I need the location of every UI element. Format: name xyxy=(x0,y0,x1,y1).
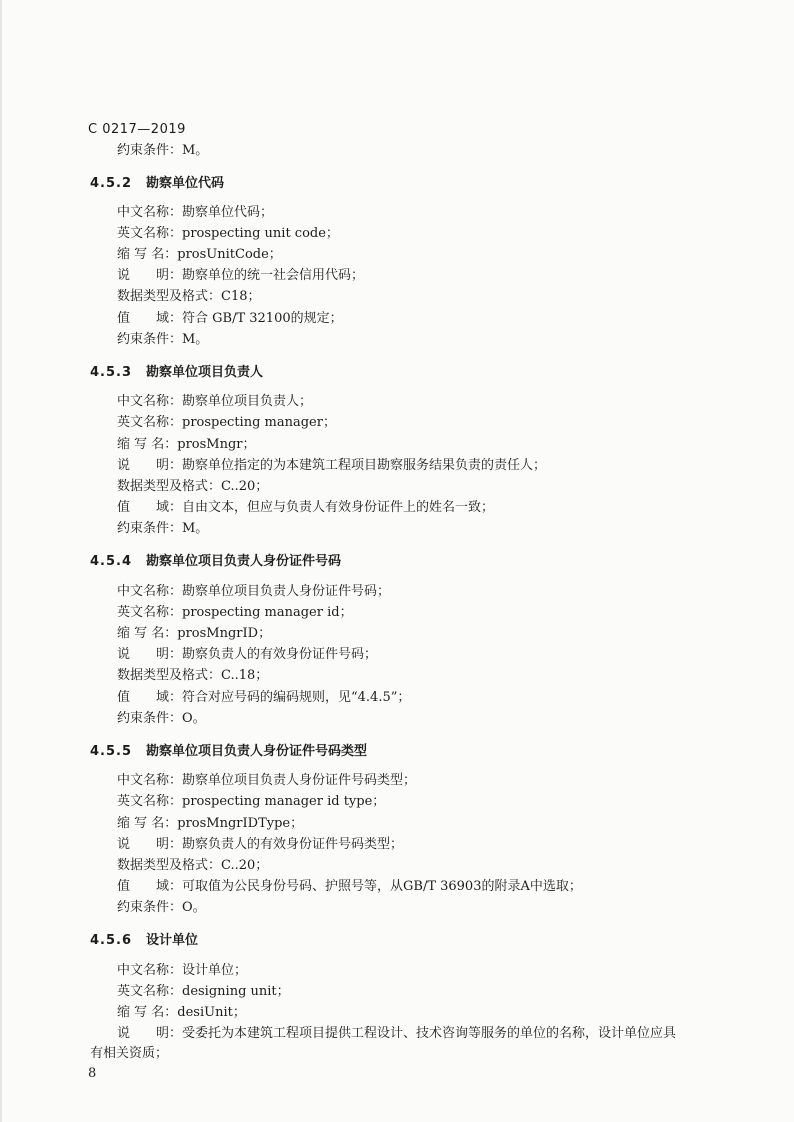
scan-edge-line xyxy=(0,0,2,1122)
field-line: 数据类型及格式：C..20； xyxy=(117,479,269,494)
section-number: 4.5.4 xyxy=(90,554,133,569)
section-title: 勘察单位项目负责人身份证件号码 xyxy=(146,554,342,569)
section-number: 4.5.2 xyxy=(90,176,133,191)
field-line: 中文名称：勘察单位项目负责人身份证件号码类型； xyxy=(117,773,417,788)
field-line: 缩 写 名：prosUnitCode； xyxy=(117,247,282,262)
field-line: 中文名称：设计单位； xyxy=(117,963,248,978)
field-line: 中文名称：勘察单位项目负责人身份证件号码； xyxy=(117,584,391,599)
intro-constraint: 约束条件：M。 xyxy=(117,143,209,158)
field-line: 约束条件：O。 xyxy=(117,900,206,915)
page-number: 8 xyxy=(88,1066,97,1081)
section-number: 4.5.3 xyxy=(90,365,133,380)
section-title: 勘察单位代码 xyxy=(146,176,225,191)
section-heading-4-5-3 xyxy=(90,364,263,382)
field-line: 英文名称：prospecting manager id； xyxy=(117,605,353,620)
field-line: 英文名称：prospecting unit code； xyxy=(117,226,339,241)
field-line: 值 域：可取值为公民身份号码、护照号等，从GB/T 36903的附录A中选取； xyxy=(117,879,582,894)
field-line: 缩 写 名：prosMngr； xyxy=(117,437,256,452)
field-line: 约束条件：M。 xyxy=(117,521,209,536)
field-line: 值 域：符合对应号码的编码规则，见“4.4.5”； xyxy=(117,690,411,705)
field-line: 约束条件：O。 xyxy=(117,711,206,726)
field-line: 缩 写 名：prosMngrID； xyxy=(117,626,272,641)
field-line: 说 明：勘察单位的统一社会信用代码； xyxy=(117,268,365,283)
field-line-continuation: 有相关资质； xyxy=(90,1046,169,1061)
field-line: 值 域：自由文本，但应与负责人有效身份证件上的姓名一致； xyxy=(117,500,495,515)
field-line: 英文名称：prospecting manager； xyxy=(117,415,336,430)
field-line: 中文名称：勘察单位代码； xyxy=(117,205,274,220)
field-line: 说 明：受委托为本建筑工程项目提供工程设计、技术咨询等服务的单位的名称，设计单位应具 xyxy=(117,1026,677,1041)
section-heading-4-5-2 xyxy=(90,175,224,193)
field-line: 数据类型及格式：C..18； xyxy=(117,668,269,683)
field-line: 缩 写 名：desiUnit； xyxy=(117,1005,246,1020)
document-header: C 0217—2019 xyxy=(88,122,186,137)
field-line: 缩 写 名：prosMngrIDType； xyxy=(117,816,304,831)
field-line: 说 明：勘察负责人的有效身份证件号码类型； xyxy=(117,837,404,852)
field-line: 数据类型及格式：C..20； xyxy=(117,858,269,873)
field-line: 英文名称：prospecting manager id type； xyxy=(117,794,386,809)
section-heading-4-5-4 xyxy=(90,553,341,571)
field-line: 英文名称：designing unit； xyxy=(117,984,290,999)
section-heading-4-5-6 xyxy=(90,932,198,950)
field-line: 说 明：勘察负责人的有效身份证件号码； xyxy=(117,647,378,662)
section-title: 设计单位 xyxy=(146,933,199,948)
field-line: 约束条件：M。 xyxy=(117,332,209,347)
field-line: 中文名称：勘察单位项目负责人； xyxy=(117,394,313,409)
field-line: 数据类型及格式：C18； xyxy=(117,289,261,304)
section-number: 4.5.6 xyxy=(90,933,133,948)
section-heading-4-5-5 xyxy=(90,743,367,761)
field-line: 值 域：符合 GB/T 32100的规定； xyxy=(117,311,343,326)
section-title: 勘察单位项目负责人身份证件号码类型 xyxy=(146,744,368,759)
section-number: 4.5.5 xyxy=(90,744,133,759)
section-title: 勘察单位项目负责人 xyxy=(146,365,264,380)
field-line: 说 明：勘察单位指定的为本建筑工程项目勘察服务结果负责的责任人； xyxy=(117,458,547,473)
